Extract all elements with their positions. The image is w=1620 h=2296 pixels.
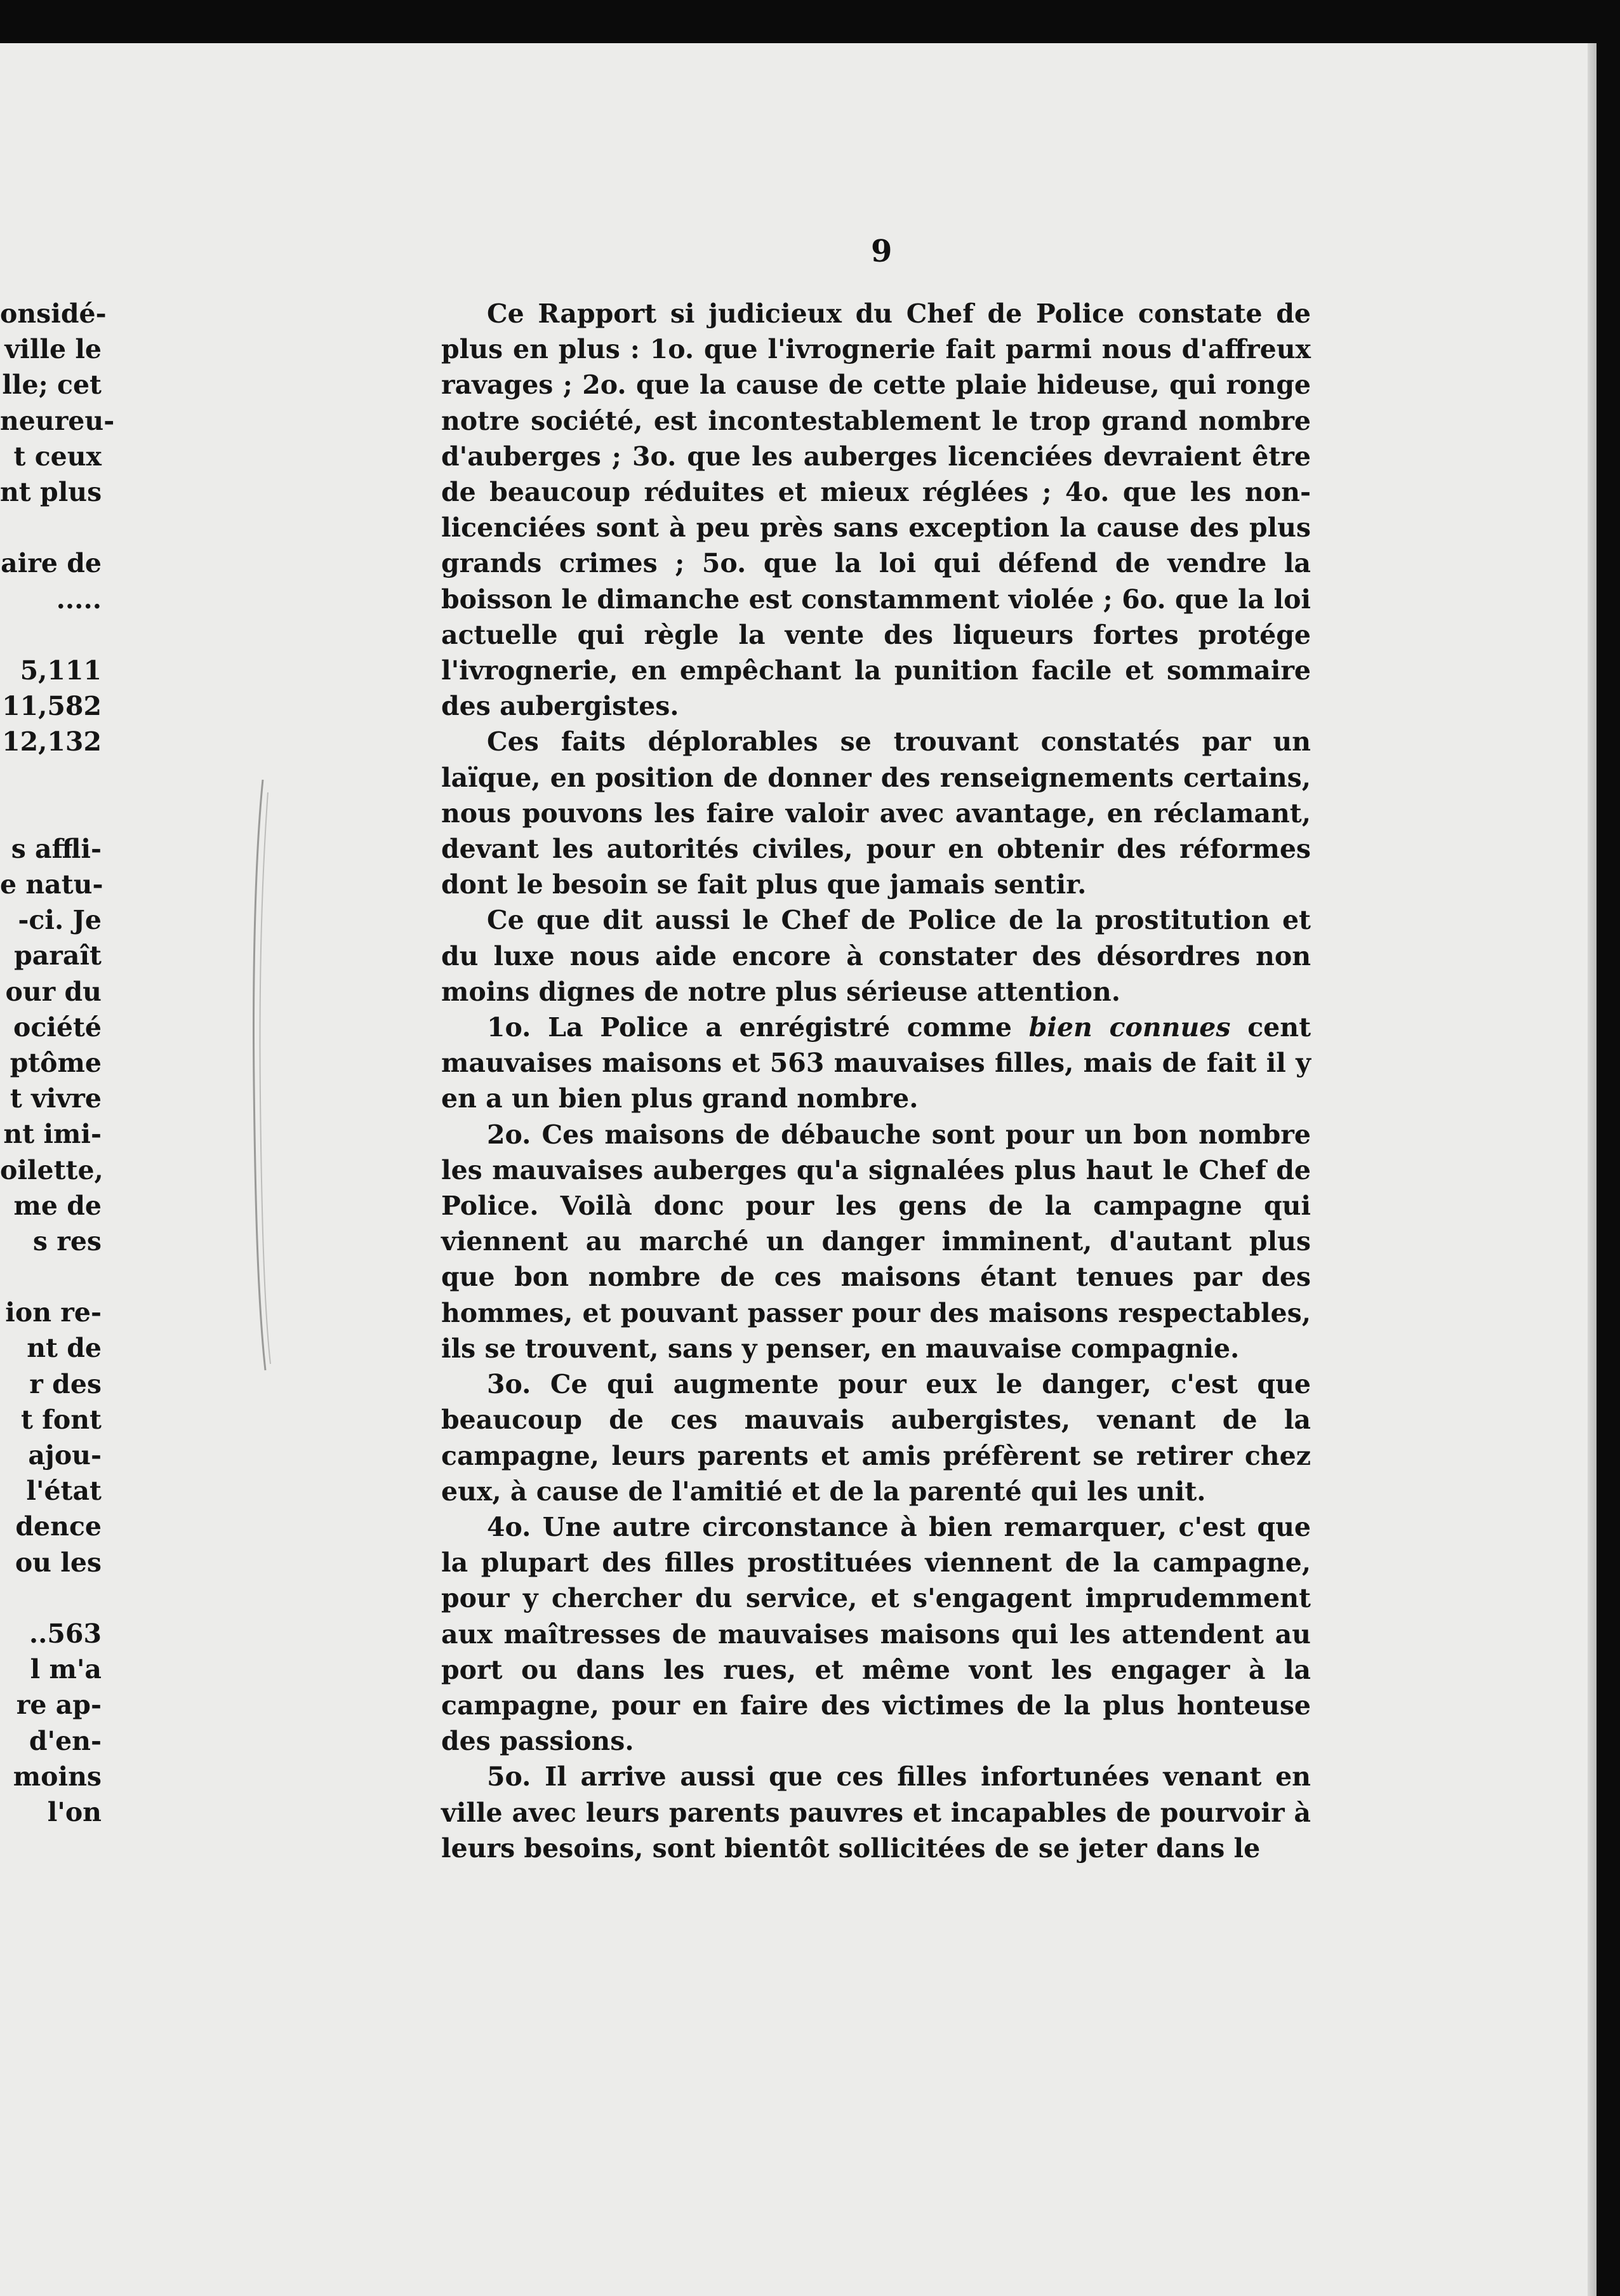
paragraph-7: 4o. Une autre circonstance à bien remarquer, c'est que la plupart des filles prostituées viennent de la campagne, pour y chercher du service, et s'engagent imprudemment aux maîtresses de mauvaises maisons qui les attendent au port ou dans les rues, et même vont les engager à la campagne, pour en faire des victimes de la plus honteuse des passions. bbox=[441, 1511, 1311, 1757]
adjacent-page-line: nt de bbox=[27, 1333, 102, 1364]
adjacent-page-line: e natu- bbox=[0, 869, 103, 900]
page-crease-mark bbox=[249, 780, 278, 1370]
adjacent-page-line: t ceux bbox=[13, 441, 102, 472]
paragraph-5: 2o. Ces maisons de débauche sont pour un bon nombre les mauvaises auberges qu'a signalées plus haut le Chef de Police. Voilà donc pour les gens de la campagne qui viennent au marché un danger imminent, d'autant plus que bon nombre de ces maisons étant tenues par des hommes, et pouvant passer pour des maisons respectables, ils se trouvent, sans y penser, en mauvaise compagnie. bbox=[441, 1119, 1311, 1364]
adjacent-page-line: 12,132 bbox=[2, 726, 102, 758]
adjacent-page-line: 5,111 bbox=[20, 655, 102, 686]
adjacent-page-line: nt imi- bbox=[3, 1119, 102, 1150]
adjacent-page-gap bbox=[0, 796, 102, 831]
adjacent-page-line: r des bbox=[29, 1368, 102, 1399]
adjacent-page-line: ion re- bbox=[5, 1297, 102, 1328]
adjacent-page-line: aire de bbox=[1, 548, 102, 579]
adjacent-page-line: d'en- bbox=[29, 1725, 102, 1756]
adjacent-page-line: ajou- bbox=[28, 1440, 102, 1471]
adjacent-page-line: s affli- bbox=[11, 833, 102, 864]
paragraph-4-emphasis: bien connues bbox=[1028, 1012, 1231, 1043]
adjacent-page-line: lle; cet bbox=[2, 370, 102, 401]
paragraph-6: 3o. Ce qui augmente pour eux le danger, c'est que beaucoup de ces mauvais aubergistes, venant de la campagne, leurs parents et amis préfèrent se retirer chez eux, à cause de l'amitié et de la parenté qui les unit. bbox=[441, 1369, 1311, 1507]
adjacent-page-line: ..563 bbox=[29, 1618, 102, 1649]
adjacent-page-line: l m'a bbox=[30, 1654, 102, 1685]
paragraph-4-after: cent mauvaises maisons et 563 mauvaises filles, mais de fait il y en a un bien plus grand nombre. bbox=[441, 1012, 1311, 1114]
adjacent-page-line: ptôme bbox=[10, 1047, 102, 1078]
adjacent-page-line: s res bbox=[32, 1225, 102, 1257]
adjacent-page-gap bbox=[0, 1259, 102, 1295]
adjacent-page-line: ou les bbox=[15, 1547, 102, 1578]
adjacent-page-line: oilette, bbox=[0, 1154, 103, 1185]
adjacent-page-line: ville le bbox=[4, 334, 102, 365]
adjacent-page-line: moins bbox=[13, 1761, 102, 1792]
adjacent-page-gap bbox=[0, 1580, 102, 1616]
adjacent-page-line: l'état bbox=[26, 1476, 102, 1507]
adjacent-page-line: l'on bbox=[47, 1796, 102, 1827]
adjacent-page-line: -ci. Je bbox=[18, 905, 102, 936]
adjacent-page-line: dence bbox=[15, 1511, 102, 1542]
main-text-column bbox=[441, 296, 1311, 1866]
adjacent-page-line: onsidé- bbox=[0, 298, 107, 329]
adjacent-page-gap bbox=[0, 510, 102, 545]
adjacent-page-column bbox=[0, 296, 115, 1830]
paragraph-2: Ces faits déplorables se trouvant constatés par un laïque, en position de donner des renseignements certains, nous pouvons les faire valoir avec avantage, en réclamant, devant les autorités civiles, pour en obtenir des réformes dont le besoin se fait plus que jamais sentir. bbox=[441, 726, 1311, 900]
paragraph-4 bbox=[441, 1010, 1311, 1117]
page-number: 9 bbox=[871, 234, 893, 269]
paragraph-1: Ce Rapport si judicieux du Chef de Police constate de plus en plus : 1o. que l'ivrognerie fait parmi nous d'affreux ravages ; 2o. que la cause de cette plaie hideuse, qui ronge notre société, est incontestablement le trop grand nombre d'auberges ; 3o. que les auberges licenciées devraient être de beaucoup réduites et mieux réglées ; 4o. que les non-licenciées sont à peu près sans exception la cause des plus grands crimes ; 5o. que la loi qui défend de vendre la boisson le dimanche est constamment violée ; 6o. que la loi actuelle qui règle la vente des liqueurs fortes protége l'ivrognerie, en empêchant la punition facile et sommaire des aubergistes. bbox=[441, 298, 1311, 722]
adjacent-page-line: 11,582 bbox=[2, 691, 102, 722]
adjacent-page-line: me de bbox=[13, 1190, 102, 1221]
adjacent-page-line: ..... bbox=[56, 584, 102, 615]
book-page bbox=[0, 43, 1597, 2296]
adjacent-page-line: t font bbox=[21, 1404, 102, 1435]
adjacent-page-line: paraît bbox=[14, 940, 102, 971]
adjacent-page-line: neureu- bbox=[0, 405, 115, 436]
adjacent-page-line: re ap- bbox=[16, 1690, 102, 1721]
adjacent-page-line: ociété bbox=[13, 1011, 102, 1043]
paragraph-3: Ce que dit aussi le Chef de Police de la prostitution et du luxe nous aide encore à constater des désordres non moins dignes de notre plus sérieuse attention. bbox=[441, 905, 1311, 1007]
adjacent-page-line: nt plus bbox=[0, 476, 102, 507]
adjacent-page-line: our du bbox=[5, 976, 102, 1007]
adjacent-page-gap bbox=[0, 759, 102, 795]
adjacent-page-gap bbox=[0, 617, 102, 653]
adjacent-page-line: t vivre bbox=[10, 1083, 102, 1114]
paragraph-4-before: 1o. La Police a enrégistré comme bbox=[487, 1012, 1029, 1043]
page-edge-shadow bbox=[1588, 43, 1597, 2296]
paragraph-8: 5o. Il arrive aussi que ces filles infortunées venant en ville avec leurs parents pauvres et incapables de pourvoir à leurs besoins, sont bientôt sollicitées de se jeter dans le bbox=[441, 1761, 1311, 1864]
